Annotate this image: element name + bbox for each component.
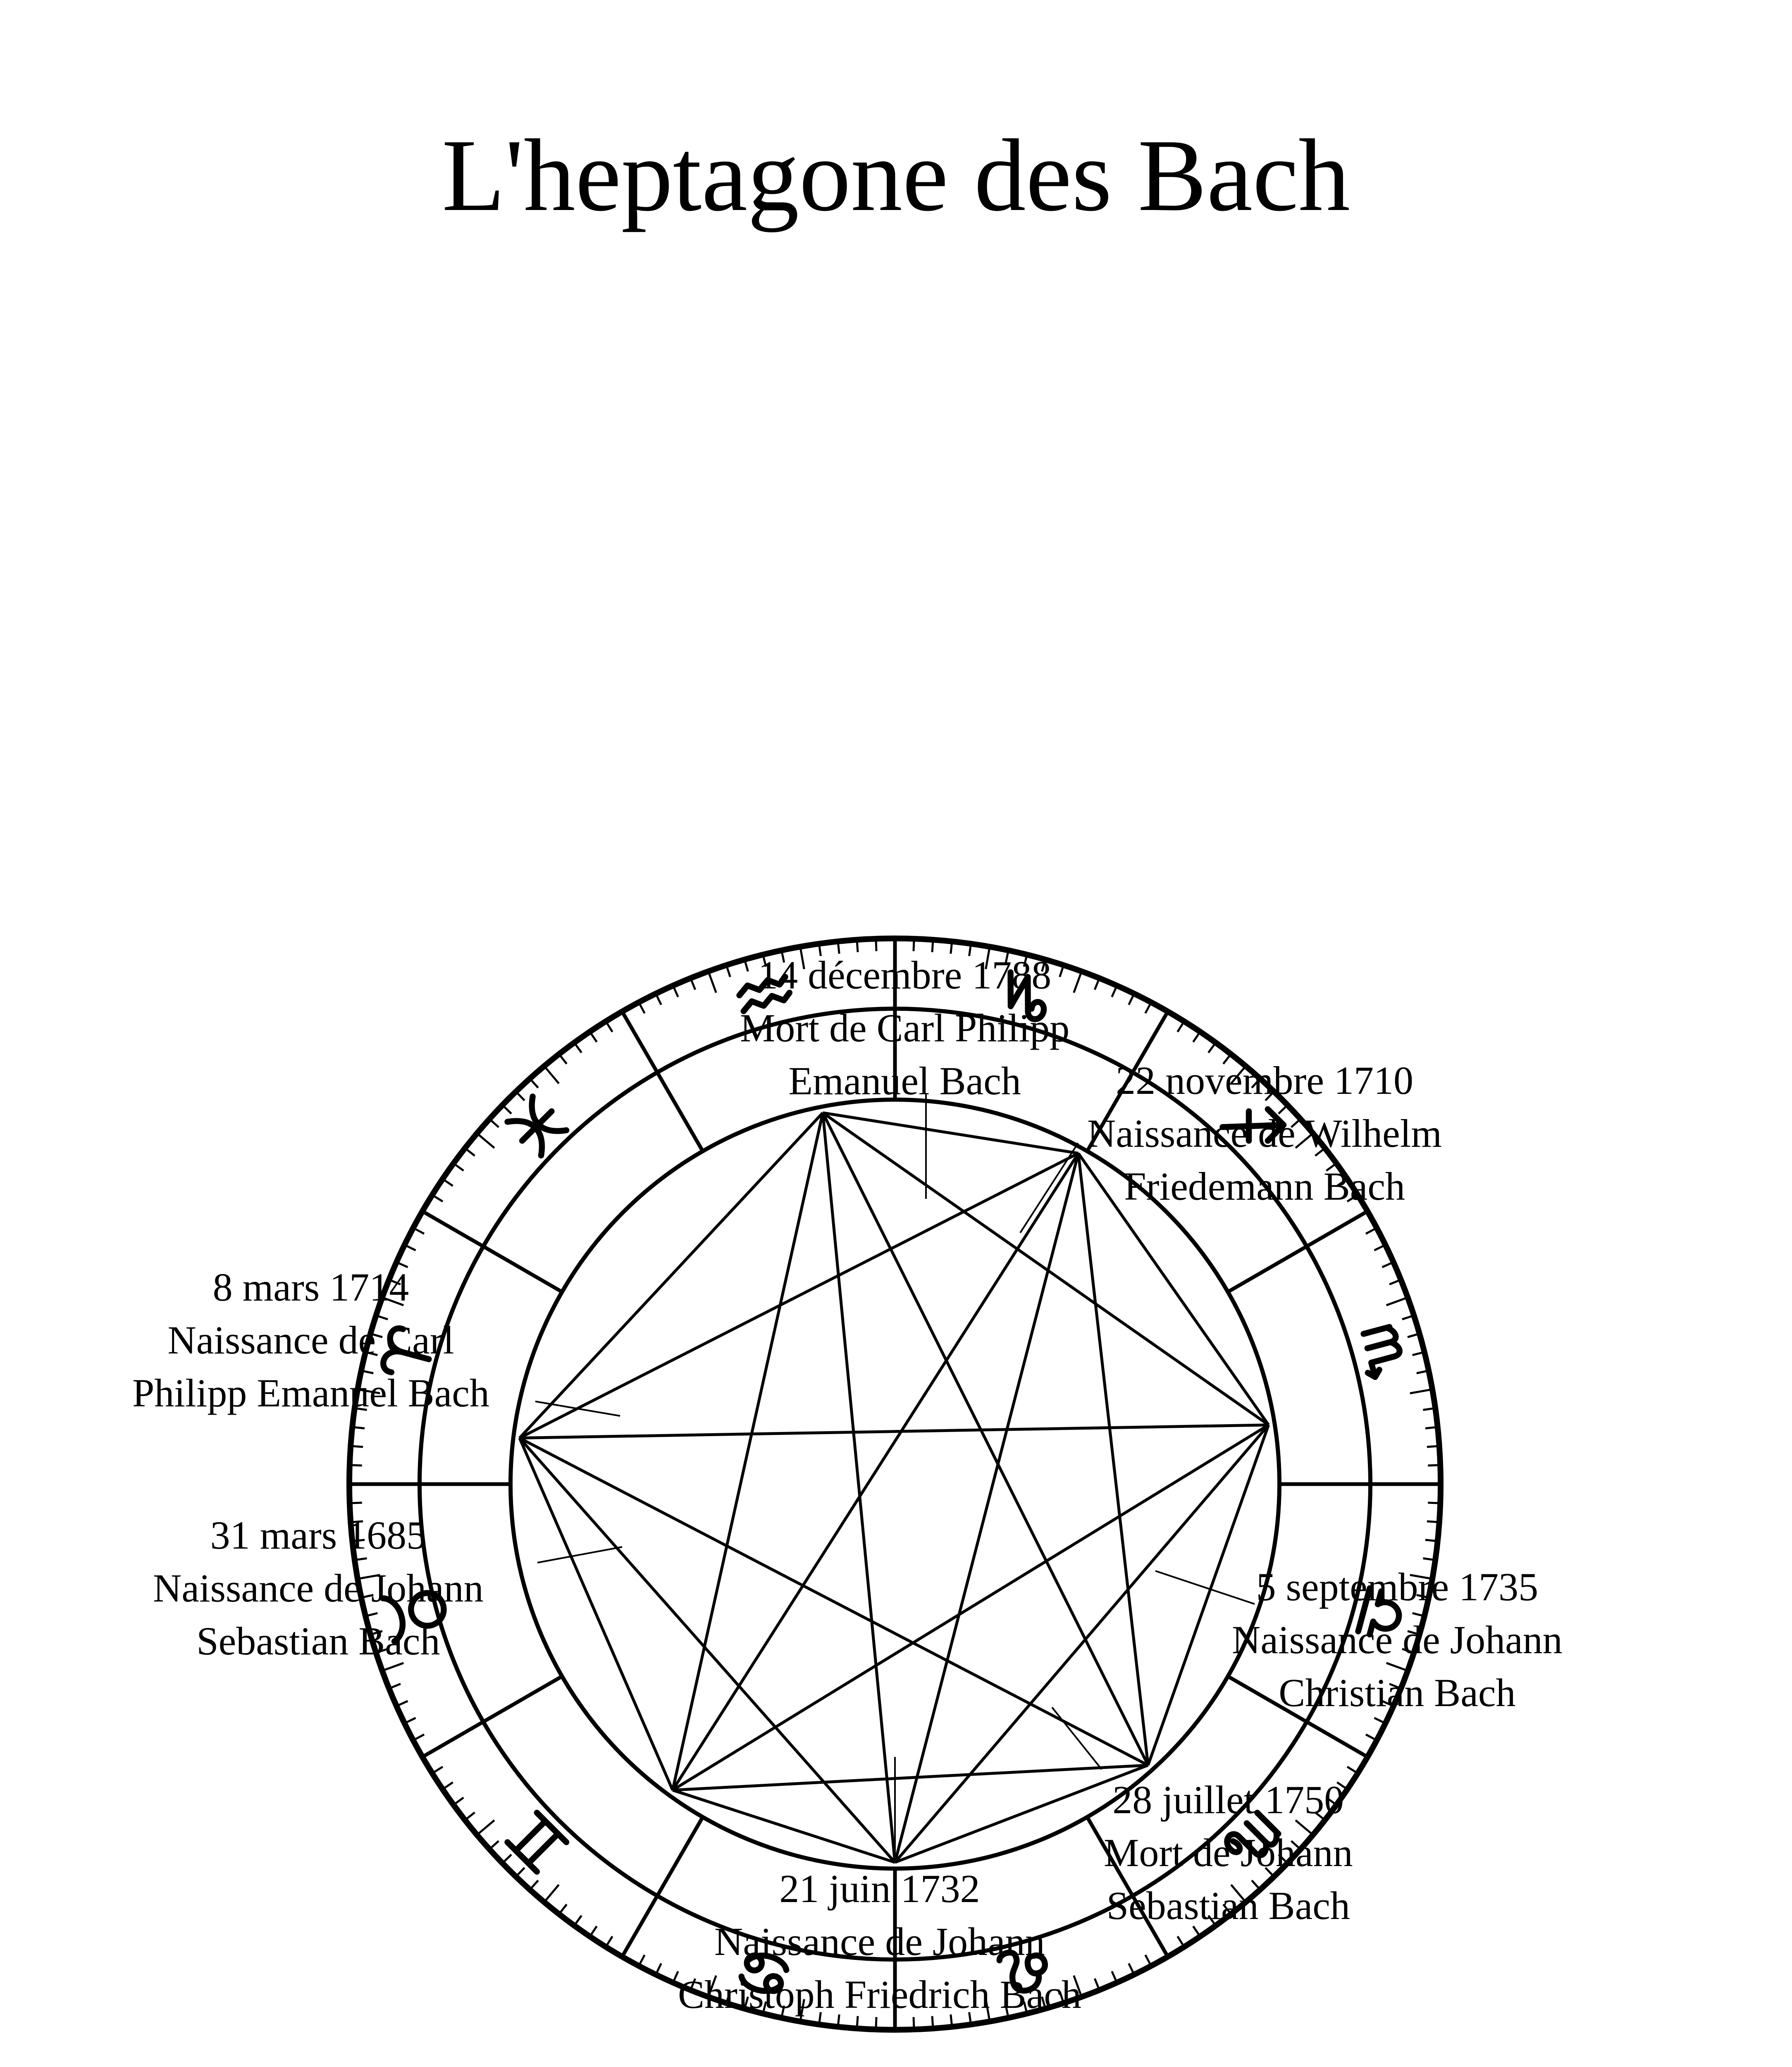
degree-tick [530, 1079, 538, 1088]
degree-tick [574, 1043, 582, 1053]
leader-line [537, 1547, 622, 1563]
event-text: Mort de Johann [1104, 1831, 1353, 1875]
degree-tick [1348, 1746, 1368, 1757]
chord-line [520, 1153, 1079, 1438]
degree-tick [516, 1091, 525, 1100]
degree-tick [443, 1179, 453, 1186]
chord-line [520, 1113, 823, 1438]
event-text: Naissance de Carl [167, 1318, 454, 1362]
event-text: Naissance de Wilhelm [1087, 1111, 1442, 1155]
scorpio-icon [1358, 1326, 1405, 1379]
chord-line [520, 1438, 673, 1790]
degree-tick [1386, 1298, 1408, 1306]
degree-tick [1348, 1211, 1368, 1223]
event-label-1714 [132, 1261, 489, 1420]
event-label-1710 [1087, 1054, 1442, 1213]
chord-line [673, 1425, 1269, 1790]
degree-tick [1157, 1937, 1168, 1957]
degree-tick [1428, 1465, 1440, 1466]
degree-tick [477, 1134, 494, 1148]
degree-tick [465, 1148, 475, 1155]
heptagram-chords [520, 1113, 1269, 1862]
inner-circle [511, 1100, 1279, 1869]
degree-tick [1427, 1446, 1439, 1447]
event-text: Emanuel Bach [788, 1059, 1021, 1103]
event-label-1732 [678, 1862, 1081, 2021]
scorpio-icon-path [1358, 1326, 1405, 1379]
event-label-1750 [1104, 1773, 1353, 1932]
degree-tick [502, 1105, 511, 1114]
event-date: 14 décembre 1788 [758, 953, 1052, 997]
degree-tick [453, 1163, 463, 1171]
degree-tick [1347, 1767, 1358, 1773]
degree-tick [1425, 1540, 1438, 1541]
degree-tick [1074, 971, 1082, 993]
chord-line [673, 1765, 1148, 1790]
event-text: Naissance de Johann [714, 1919, 1045, 1964]
event-date: 31 mars 1685 [210, 1513, 427, 1557]
degree-tick [432, 1195, 443, 1202]
degree-tick [489, 1841, 499, 1849]
degree-tick [606, 1022, 613, 1032]
degree-tick [1178, 1936, 1184, 1947]
event-text: Sebastian Bach [196, 1619, 440, 1663]
degree-tick [350, 1465, 362, 1466]
degree-tick [1410, 1389, 1432, 1394]
degree-tick [453, 1797, 463, 1805]
event-text: Sebastian Bach [1106, 1883, 1350, 1928]
event-text: Philipp Emanuel Bach [132, 1371, 489, 1415]
degree-tick [709, 971, 716, 993]
page-title: L'heptagone des Bach [441, 118, 1351, 233]
degree-tick [477, 1820, 494, 1835]
degree-tick [1193, 1032, 1200, 1042]
chord-line [673, 1153, 1078, 1790]
degree-tick [622, 1012, 634, 1031]
chord-line [823, 1113, 1078, 1153]
chord-line [520, 1438, 895, 1862]
degree-tick [606, 1936, 613, 1947]
degree-tick [544, 1066, 559, 1084]
degree-tick [1178, 1022, 1184, 1032]
degree-tick [559, 1905, 566, 1914]
degree-tick [422, 1746, 442, 1757]
event-date: 5 septembre 1735 [1256, 1565, 1539, 1609]
degree-tick [544, 1885, 559, 1902]
degree-tick [559, 1054, 566, 1064]
event-label-1735 [1232, 1561, 1563, 1719]
degree-tick [502, 1855, 511, 1863]
event-date: 22 novembre 1710 [1116, 1058, 1413, 1103]
event-text: Friedemann Bach [1124, 1164, 1405, 1208]
degree-tick [443, 1782, 453, 1789]
event-label-1685 [153, 1509, 484, 1668]
degree-tick [590, 1926, 597, 1936]
degree-tick [1427, 1521, 1439, 1522]
degree-tick [574, 1916, 582, 1926]
degree-tick [590, 1032, 597, 1042]
chord-line [823, 1113, 895, 1862]
chord-line [673, 1113, 823, 1790]
event-date: 21 juin 1732 [779, 1867, 980, 1911]
degree-tick [1157, 1012, 1168, 1031]
event-text: Christoph Friedrich Bach [678, 1972, 1081, 2017]
degree-tick [1208, 1043, 1216, 1053]
chord-line [1079, 1153, 1148, 1765]
event-text: Christian Bach [1279, 1671, 1516, 1715]
sign-divider [1228, 1211, 1367, 1292]
degree-tick [516, 1868, 525, 1877]
event-date: 8 mars 1714 [212, 1265, 409, 1309]
degree-tick [352, 1427, 365, 1428]
degree-tick [351, 1446, 363, 1447]
degree-tick [465, 1812, 475, 1820]
degree-tick [622, 1937, 634, 1957]
degree-tick [530, 1881, 538, 1890]
event-text: Naissance de Johann [153, 1566, 484, 1610]
degree-tick [432, 1767, 443, 1773]
degree-tick [422, 1211, 442, 1223]
event-text: Mort de Carl Philipp [740, 1006, 1070, 1050]
sign-divider [622, 1012, 703, 1151]
chord-line [520, 1438, 1148, 1765]
degree-tick [489, 1119, 499, 1127]
event-date: 28 juillet 1750 [1112, 1778, 1344, 1822]
degree-tick [1425, 1427, 1438, 1428]
event-label-1788 [740, 949, 1069, 1107]
chord-line [520, 1425, 1269, 1438]
event-text: Naissance de Johann [1232, 1618, 1563, 1662]
sign-divider [422, 1676, 562, 1757]
